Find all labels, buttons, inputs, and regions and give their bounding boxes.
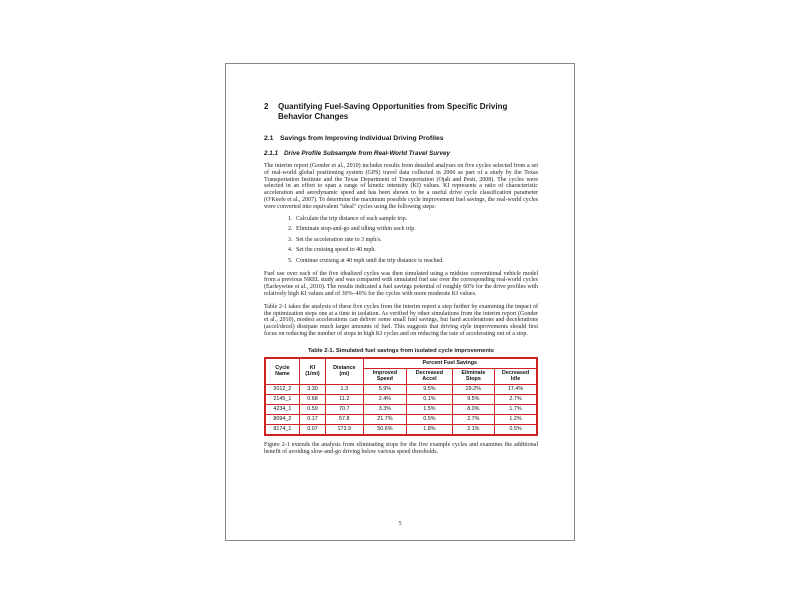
table-cell: 0.5%	[407, 414, 452, 424]
section-heading	[264, 102, 538, 122]
table-cell: 9.5%	[452, 394, 495, 404]
document-page	[225, 63, 575, 541]
column-header-cycle-name: Cycle Name	[265, 358, 299, 385]
table-cell: 3.30	[299, 384, 325, 394]
paragraph-table-discussion: Table 2-1 takes the analysis of these five cycles from the interim report a step further by examining the impact of the optimization steps one at a time in isolation. As verified by other simulations from the interim report (Gonder et al., 2010), modest accelerations can deliver some small fuel savings, but hard accelerations and decelerations (accel/decel) dissipate much larger amounts of fuel. This suggests that driving style improvements should first focus on reducing the number of stops in high KI cycles and on reducing the rate of accelerating out of a stop.	[264, 303, 538, 337]
table-cell: 0.17	[299, 414, 325, 424]
table-cell: 8.0%	[452, 404, 495, 414]
subsubsection-number: 2.1.1	[264, 150, 279, 157]
table-cell: 50.6%	[363, 424, 407, 435]
column-header-decreased-accel: Decreased Accel	[407, 368, 452, 384]
table-cell: 29.2%	[452, 384, 495, 394]
table-cell: 2.4%	[363, 394, 407, 404]
paragraph-figure-reference: Figure 2-1 extends the analysis from eliminating stops for the five example cycles and examines the additional benefit of avoiding slow-and-go driving below various speed thresholds.	[264, 441, 538, 455]
group-header-percent-fuel-savings: Percent Fuel Savings	[363, 358, 537, 369]
column-header-eliminate-stops: Eliminate Stops	[452, 368, 495, 384]
paragraph-results: Fuel use over each of the five idealized cycles was then simulated using a midsize conventional vehicle model from a previous NREL study and was compared with simulated fuel use over the corresponding real-world cycles (Earleywine et al., 2010). The results indicated a fuel savings potential of roughly 60% for the drive profiles with relatively high KI values and of 30%–40% for the cycles with more moderate KI values.	[264, 270, 538, 297]
table-cell: 1.8%	[407, 424, 452, 435]
table-row	[265, 384, 537, 394]
table-cell: 1.2%	[495, 414, 537, 424]
table-row	[265, 394, 537, 404]
column-header-ki: KI (1/mi)	[299, 358, 325, 385]
table-cell: 5.9%	[363, 384, 407, 394]
paragraph-intro: The interim report (Gonder et al., 2010) includes results from detailed analyses on five cycles selected from a set of real-world global positioning system (GPS) travel data collected in 2006 as part of a study by the Texas Transportation Institute and the Texas Department of Transportation (Ojah and Pesti, 2008). The cycles were selected in an effort to span a range of kinetic intensity (KI) values. KI represents a ratio of characteristic acceleration and aerodynamic speed and has been shown to be a useful drive cycle classification parameter (O'Keefe et al., 2007). To determine the maximum possible cycle improvement fuel savings, the real-world cycles were converted into equivalent "ideal" cycles using the following steps:	[264, 163, 538, 210]
subsection-number: 2.1	[264, 135, 274, 142]
step-item: 2. Eliminate stop-and-go and idling within each trip.	[294, 226, 538, 233]
step-item: 4. Set the cruising speed to 40 mph.	[294, 247, 538, 254]
table-cell: 0.1%	[407, 394, 452, 404]
ideal-cycle-steps-list	[294, 216, 538, 265]
subsubsection-heading	[264, 150, 538, 157]
table-cell: 2.7%	[452, 414, 495, 424]
table-cell: 57.8	[326, 414, 363, 424]
table-cell: 1.5%	[407, 404, 452, 414]
table-cell: 8094_2	[265, 414, 299, 424]
subsubsection-title: Drive Profile Subsample from Real-World Travel Survey	[284, 150, 450, 157]
table-header	[265, 358, 537, 385]
subsection-heading	[264, 135, 538, 143]
page-number: 5	[398, 521, 402, 527]
section-number: 2	[264, 102, 269, 111]
table-cell: 2.7%	[495, 394, 537, 404]
table-cell: 0.5%	[495, 424, 537, 435]
table-cell: 1.3	[326, 384, 363, 394]
table-cell: 2145_1	[265, 394, 299, 404]
table-cell: 21.7%	[363, 414, 407, 424]
section-title: Quantifying Fuel-Saving Opportunities from Specific Driving Behavior Changes	[278, 102, 508, 121]
table-cell: 0.59	[299, 404, 325, 414]
table-cell: 0.68	[299, 394, 325, 404]
table-cell: 3.3%	[363, 404, 407, 414]
table-cell: 4234_1	[265, 404, 299, 414]
table-cell: 8174_1	[265, 424, 299, 435]
table-cell: 0.07	[299, 424, 325, 435]
table-row	[265, 404, 537, 414]
table-cell: 2012_2	[265, 384, 299, 394]
column-header-improved-speed: Improved Speed	[363, 368, 407, 384]
column-header-distance: Distance (mi)	[326, 358, 363, 385]
table-row	[265, 414, 537, 424]
table-cell: 1.7%	[495, 404, 537, 414]
table-cell: 173.9	[326, 424, 363, 435]
fuel-savings-table	[264, 357, 538, 436]
table-cell: 11.2	[326, 394, 363, 404]
step-item: 1. Calculate the trip distance of each sample trip.	[294, 216, 538, 223]
table-cell: 9.5%	[407, 384, 452, 394]
step-item: 3. Set the acceleration rate to 3 mph/s.	[294, 237, 538, 244]
table-body	[265, 384, 537, 435]
step-item: 5. Continue cruising at 40 mph until the trip distance is reached.	[294, 258, 538, 265]
table-cell: 17.4%	[495, 384, 537, 394]
table-caption: Table 2-1. Simulated fuel savings from isolated cycle improvements	[307, 347, 495, 354]
table-cell: 2.1%	[452, 424, 495, 435]
column-header-decreased-idle: Decreased Idle	[495, 368, 537, 384]
table-cell: 70.7	[326, 404, 363, 414]
table-row	[265, 424, 537, 435]
subsection-title: Savings from Improving Individual Driving Profiles	[280, 135, 444, 142]
